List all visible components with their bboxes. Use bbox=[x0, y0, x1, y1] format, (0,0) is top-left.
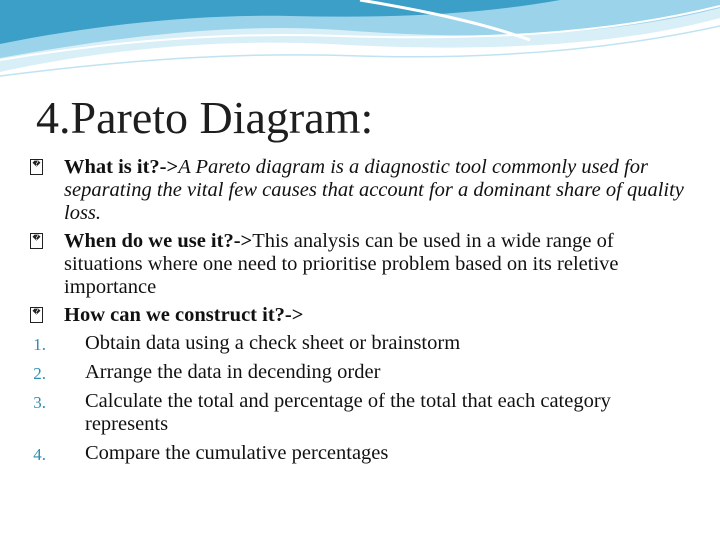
header-wave-decoration bbox=[0, 0, 720, 90]
step-text: Obtain data using a check sheet or brainstorm bbox=[85, 332, 461, 354]
bullet-when-to-use bbox=[30, 230, 690, 299]
step-item bbox=[30, 332, 690, 355]
step-text: Calculate the total and percentage of the total that each category represents bbox=[85, 390, 611, 435]
step-item bbox=[30, 442, 690, 465]
step-text: Arrange the data in decending order bbox=[85, 361, 381, 383]
step-item bbox=[30, 390, 690, 436]
step-number: 2. bbox=[33, 364, 46, 383]
answer-text: This analysis can be used in a wide range of situations where one need to prioritise problem based on its reletive importance bbox=[64, 230, 619, 298]
question-label: What is it?-> bbox=[64, 156, 179, 178]
bullet-what-is-it bbox=[30, 156, 690, 225]
question-label: When do we use it?-> bbox=[64, 230, 253, 252]
bullet-how-to-construct bbox=[30, 304, 690, 327]
missing-glyph-icon: � bbox=[30, 159, 43, 175]
step-number: 4. bbox=[33, 445, 46, 464]
step-number: 3. bbox=[33, 393, 46, 412]
missing-glyph-icon: � bbox=[30, 307, 43, 323]
step-number: 1. bbox=[33, 335, 46, 354]
slide-body bbox=[30, 156, 690, 471]
step-item bbox=[30, 361, 690, 384]
answer-text: A Pareto diagram is a diagnostic tool commonly used for separating the vital few causes that account for a dominant share of quality loss. bbox=[64, 156, 684, 224]
slide-title: 4.Pareto Diagram: bbox=[36, 92, 374, 143]
step-text: Compare the cumulative percentages bbox=[85, 442, 389, 464]
missing-glyph-icon: � bbox=[30, 233, 43, 249]
question-label: How can we construct it?-> bbox=[64, 304, 304, 326]
